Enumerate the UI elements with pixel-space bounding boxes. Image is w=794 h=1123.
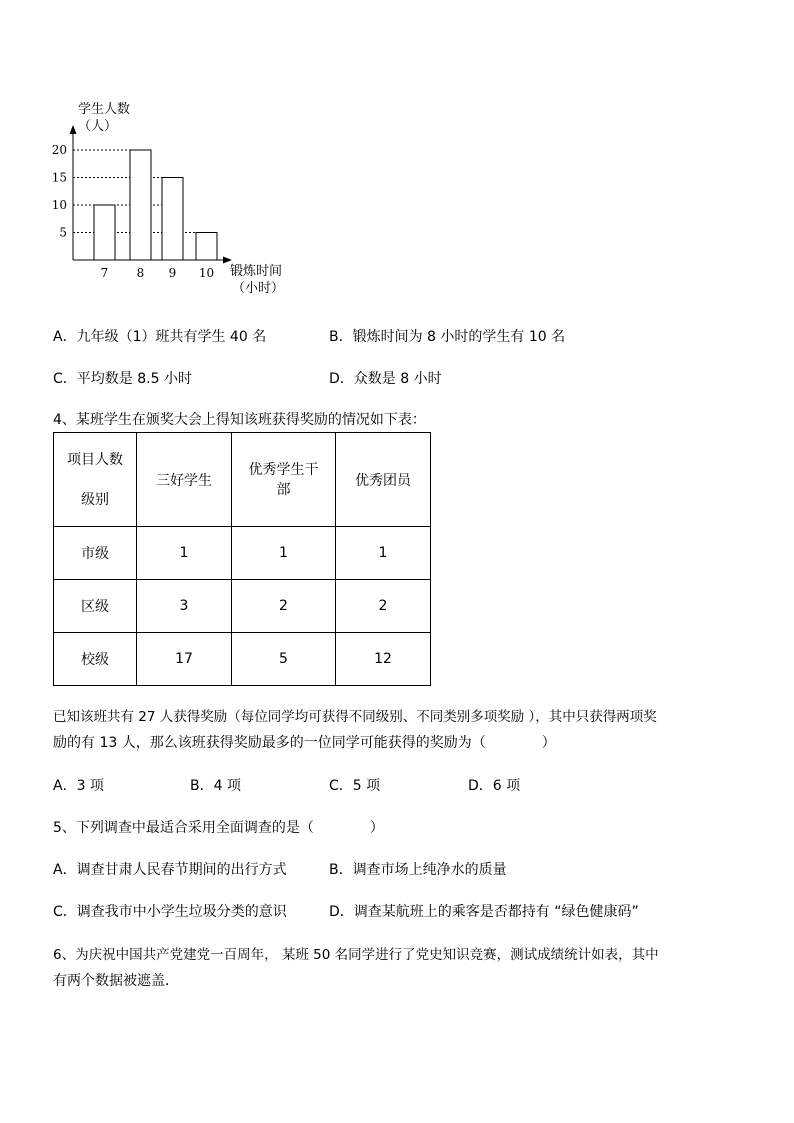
- q5-option-d: D．调查某航班上的乘客是否都持有 “绿色健康码”: [329, 904, 639, 920]
- table-cell: 1: [232, 527, 336, 580]
- y-tick-label: 15: [51, 170, 67, 185]
- table-cell: 5: [232, 633, 336, 686]
- q4-option-d: D．6 项: [468, 778, 521, 794]
- q4-option-b: B．4 项: [190, 778, 241, 794]
- x-tick-label: 7: [100, 266, 109, 280]
- header-ganbu-line1: 优秀学生干: [248, 461, 319, 478]
- q5-stem: 5、下列调查中最适合采用全面调查的是（ ）: [53, 820, 384, 836]
- table-header-row: [54, 433, 431, 527]
- table-corner-cell: [54, 433, 137, 527]
- bar-10h: [196, 233, 217, 261]
- table-cell-level: 市级: [54, 527, 137, 580]
- q6-line2: 有两个数据被遮盖．: [53, 973, 179, 989]
- table-cell: 1: [336, 527, 431, 580]
- table-cell: 1: [137, 527, 232, 580]
- table-row: [54, 527, 431, 580]
- x-axis-title-line1: 锻炼时间: [230, 264, 283, 279]
- x-tick-label: 9: [168, 266, 177, 280]
- table-header-ganbu: [232, 433, 336, 527]
- q4-option-c: C．5 项: [329, 778, 381, 794]
- header-ganbu-line2: 部: [276, 481, 291, 498]
- table-cell: 17: [137, 633, 232, 686]
- awards-table: [53, 432, 431, 686]
- q5-option-b: B．调查市场上纯净水的质量: [329, 862, 507, 878]
- y-tick-label: 10: [51, 198, 67, 212]
- q3-option-d: D．众数是 8 小时: [329, 371, 442, 387]
- y-tick-label: 20: [51, 143, 67, 157]
- y-axis-title-line1: 学生人数: [78, 102, 131, 117]
- q4-option-a: A．3 项: [53, 778, 104, 794]
- q5-option-a: A．调查甘肃人民春节期间的出行方式: [53, 862, 287, 878]
- bar-8h: [130, 150, 151, 260]
- y-axis-title-line2: （人）: [78, 119, 118, 134]
- table-header-tuanyuan: 优秀团员: [336, 433, 431, 527]
- q6-line1: 6、为庆祝中国共产党建党一百周年， 某班 50 名同学进行了党史知识竞赛，测试成绩统计如表，其中: [53, 947, 659, 963]
- y-axis-arrow: [70, 125, 77, 134]
- q4-text-line2: 励的有 13 人，那么该班获得奖励最多的一位同学可能获得的奖励为（ ）: [53, 735, 556, 751]
- x-axis-arrow: [223, 257, 232, 264]
- x-tick-label: 10: [198, 266, 215, 280]
- corner-bottom-label: 级别: [81, 491, 109, 508]
- table-row: [54, 580, 431, 633]
- table-header-sanhao: 三好学生: [137, 433, 232, 527]
- q3-option-c: C．平均数是 8.5 小时: [53, 371, 192, 387]
- table-cell: 3: [137, 580, 232, 633]
- table-cell-level: 校级: [54, 633, 137, 686]
- corner-top-label: 项目人数: [67, 451, 123, 468]
- table-row: [54, 633, 431, 686]
- table-cell: 2: [232, 580, 336, 633]
- q5-option-c: C．调查我市中小学生垃圾分类的意识: [53, 904, 287, 920]
- q4-stem: 4、某班学生在颁奖大会上得知该班获得奖励的情况如下表：: [53, 412, 426, 428]
- x-axis-title-line2: （小时）: [232, 281, 285, 296]
- y-tick-label: 5: [59, 225, 67, 240]
- x-tick-label: 8: [136, 266, 145, 280]
- table-cell-level: 区级: [54, 580, 137, 633]
- bar-7h: [94, 205, 115, 260]
- q3-option-b: B．锻炼时间为 8 小时的学生有 10 名: [329, 329, 566, 345]
- table-cell: 2: [336, 580, 431, 633]
- exercise-time-bar-chart: [40, 95, 310, 300]
- q4-text-line1: 已知该班共有 27 人获得奖励（每位同学均可获得不同级别、不同类别多项奖励 ），其中只获得两项奖: [53, 709, 657, 725]
- table-cell: 12: [336, 633, 431, 686]
- bar-9h: [162, 178, 183, 261]
- q3-option-a: A．九年级（1）班共有学生 40 名: [53, 329, 267, 345]
